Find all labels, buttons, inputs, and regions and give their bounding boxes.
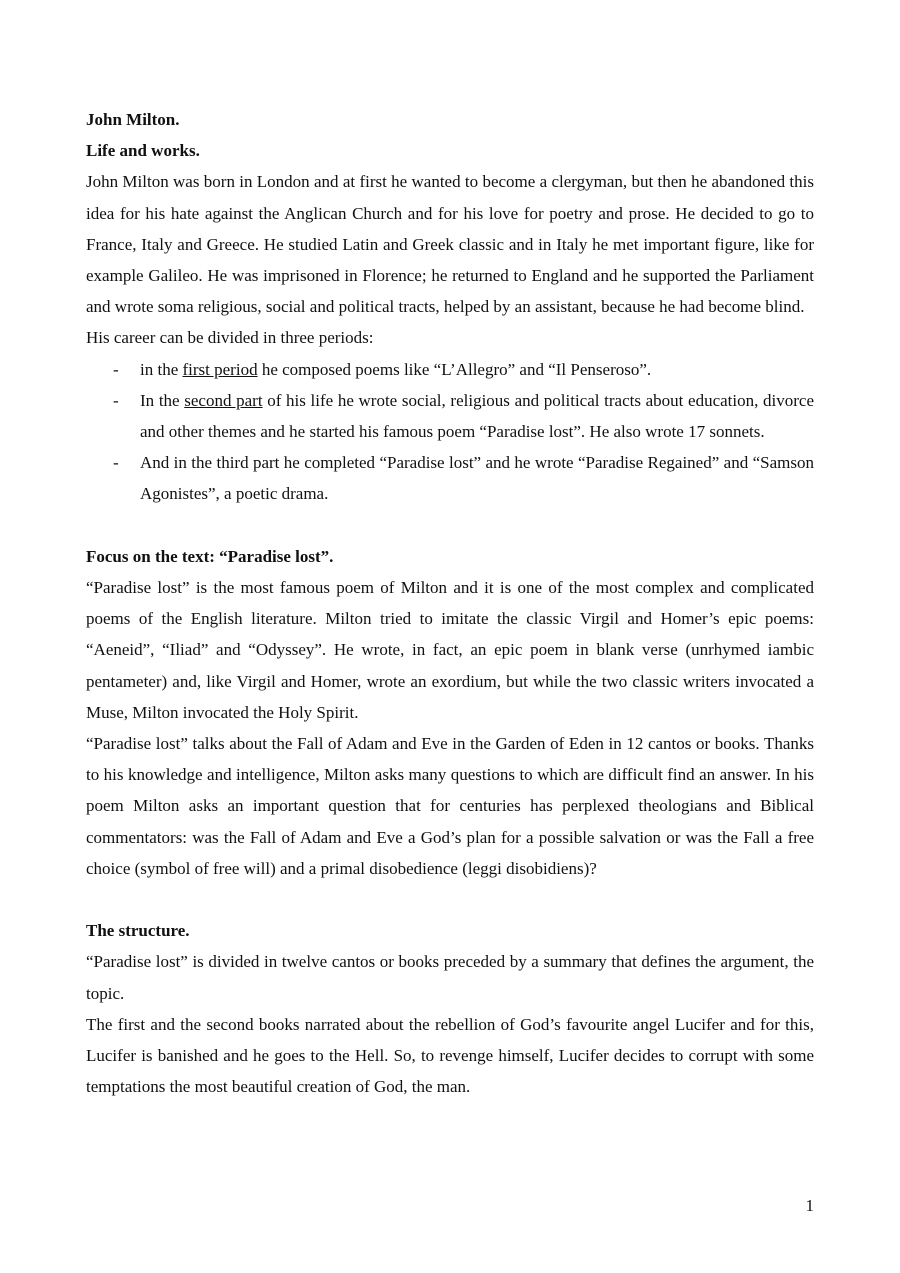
paragraph: “Paradise lost” is divided in twelve cantos or books preceded by a summary that defines the argument, the topic. (86, 952, 814, 1003)
section-heading-structure: The structure. (86, 921, 190, 941)
paragraph: His career can be divided in three periods: (86, 328, 374, 348)
blank-line (86, 884, 814, 915)
list-item: - In the second part of his life he wrote social, religious and political tracts about education, divorce and other themes and he started his famous poem “Paradise lost”. He also wrote 17 sonnets. (86, 385, 814, 447)
paragraph: “Paradise lost” talks about the Fall of Adam and Eve in the Garden of Eden in 12 cantos or books. Thanks to his knowledge and intelligence, Milton asks many questions to which are difficult find an answer. In his poem Milton asks an important question that for centuries has perplexed theologians and Biblical commentators: was the Fall of Adam and Eve a God’s plan for a possible salvation or was the Fall a free choice (symbol of free will) and a primal disobedience (leggi disobidiens)? (86, 734, 814, 878)
page-number: 1 (805, 1196, 814, 1215)
paragraph: The first and the second books narrated about the rebellion of God’s favourite angel Lucifer and for this, Lucifer is banished and he goes to the Hell. So, to revenge himself, Lucifer decides to corrupt with some temptations the most beautiful creation of God, the man. (86, 1014, 814, 1097)
blank-line (86, 510, 814, 541)
career-periods-list (86, 354, 814, 510)
paragraph: “Paradise lost” is the most famous poem of Milton and it is one of the most complex and complicated poems of the English literature. Milton tried to imitate the classic Virgil and Homer’s epic poems: “Aeneid”, “Iliad” and “Odyssey”. He wrote, in fact, an epic poem in blank verse (unrhymed iambic pentameter) and, like Virgil and Homer, wrote an exordium, but while the two classic writers invocated a Muse, Milton invocated the Holy Spirit. (86, 578, 814, 722)
section-heading-focus-on-text: Focus on the text: “Paradise lost”. (86, 546, 334, 566)
underlined-phrase: first period (182, 359, 258, 379)
list-item: - in the first period he composed poems like “L’Allegro” and “Il Penseroso”. (86, 354, 814, 385)
underlined-phrase: second part (184, 390, 263, 410)
dash-bullet: - (113, 359, 119, 379)
section-heading-life-and-works: Life and works. (86, 141, 200, 161)
list-item: - And in the third part he completed “Paradise lost” and he wrote “Paradise Regained” and “Samson Agonistes”, a poetic drama. (86, 447, 814, 509)
dash-bullet: - (113, 390, 119, 410)
paragraph: John Milton was born in London and at first he wanted to become a clergyman, but then he abandoned this idea for his hate against the Anglican Church and for his love for poetry and prose. He decided to go to France, Italy and Greece. He studied Latin and Greek classic and in Italy he met important figure, like for example Galileo. He was imprisoned in Florence; he returned to England and he supported the Parliament and wrote soma religious, social and political tracts, helped by an assistant, because he had become blind. (86, 172, 814, 317)
document-page (86, 104, 814, 1102)
dash-bullet: - (113, 453, 119, 473)
document-title: John Milton. (86, 110, 180, 129)
